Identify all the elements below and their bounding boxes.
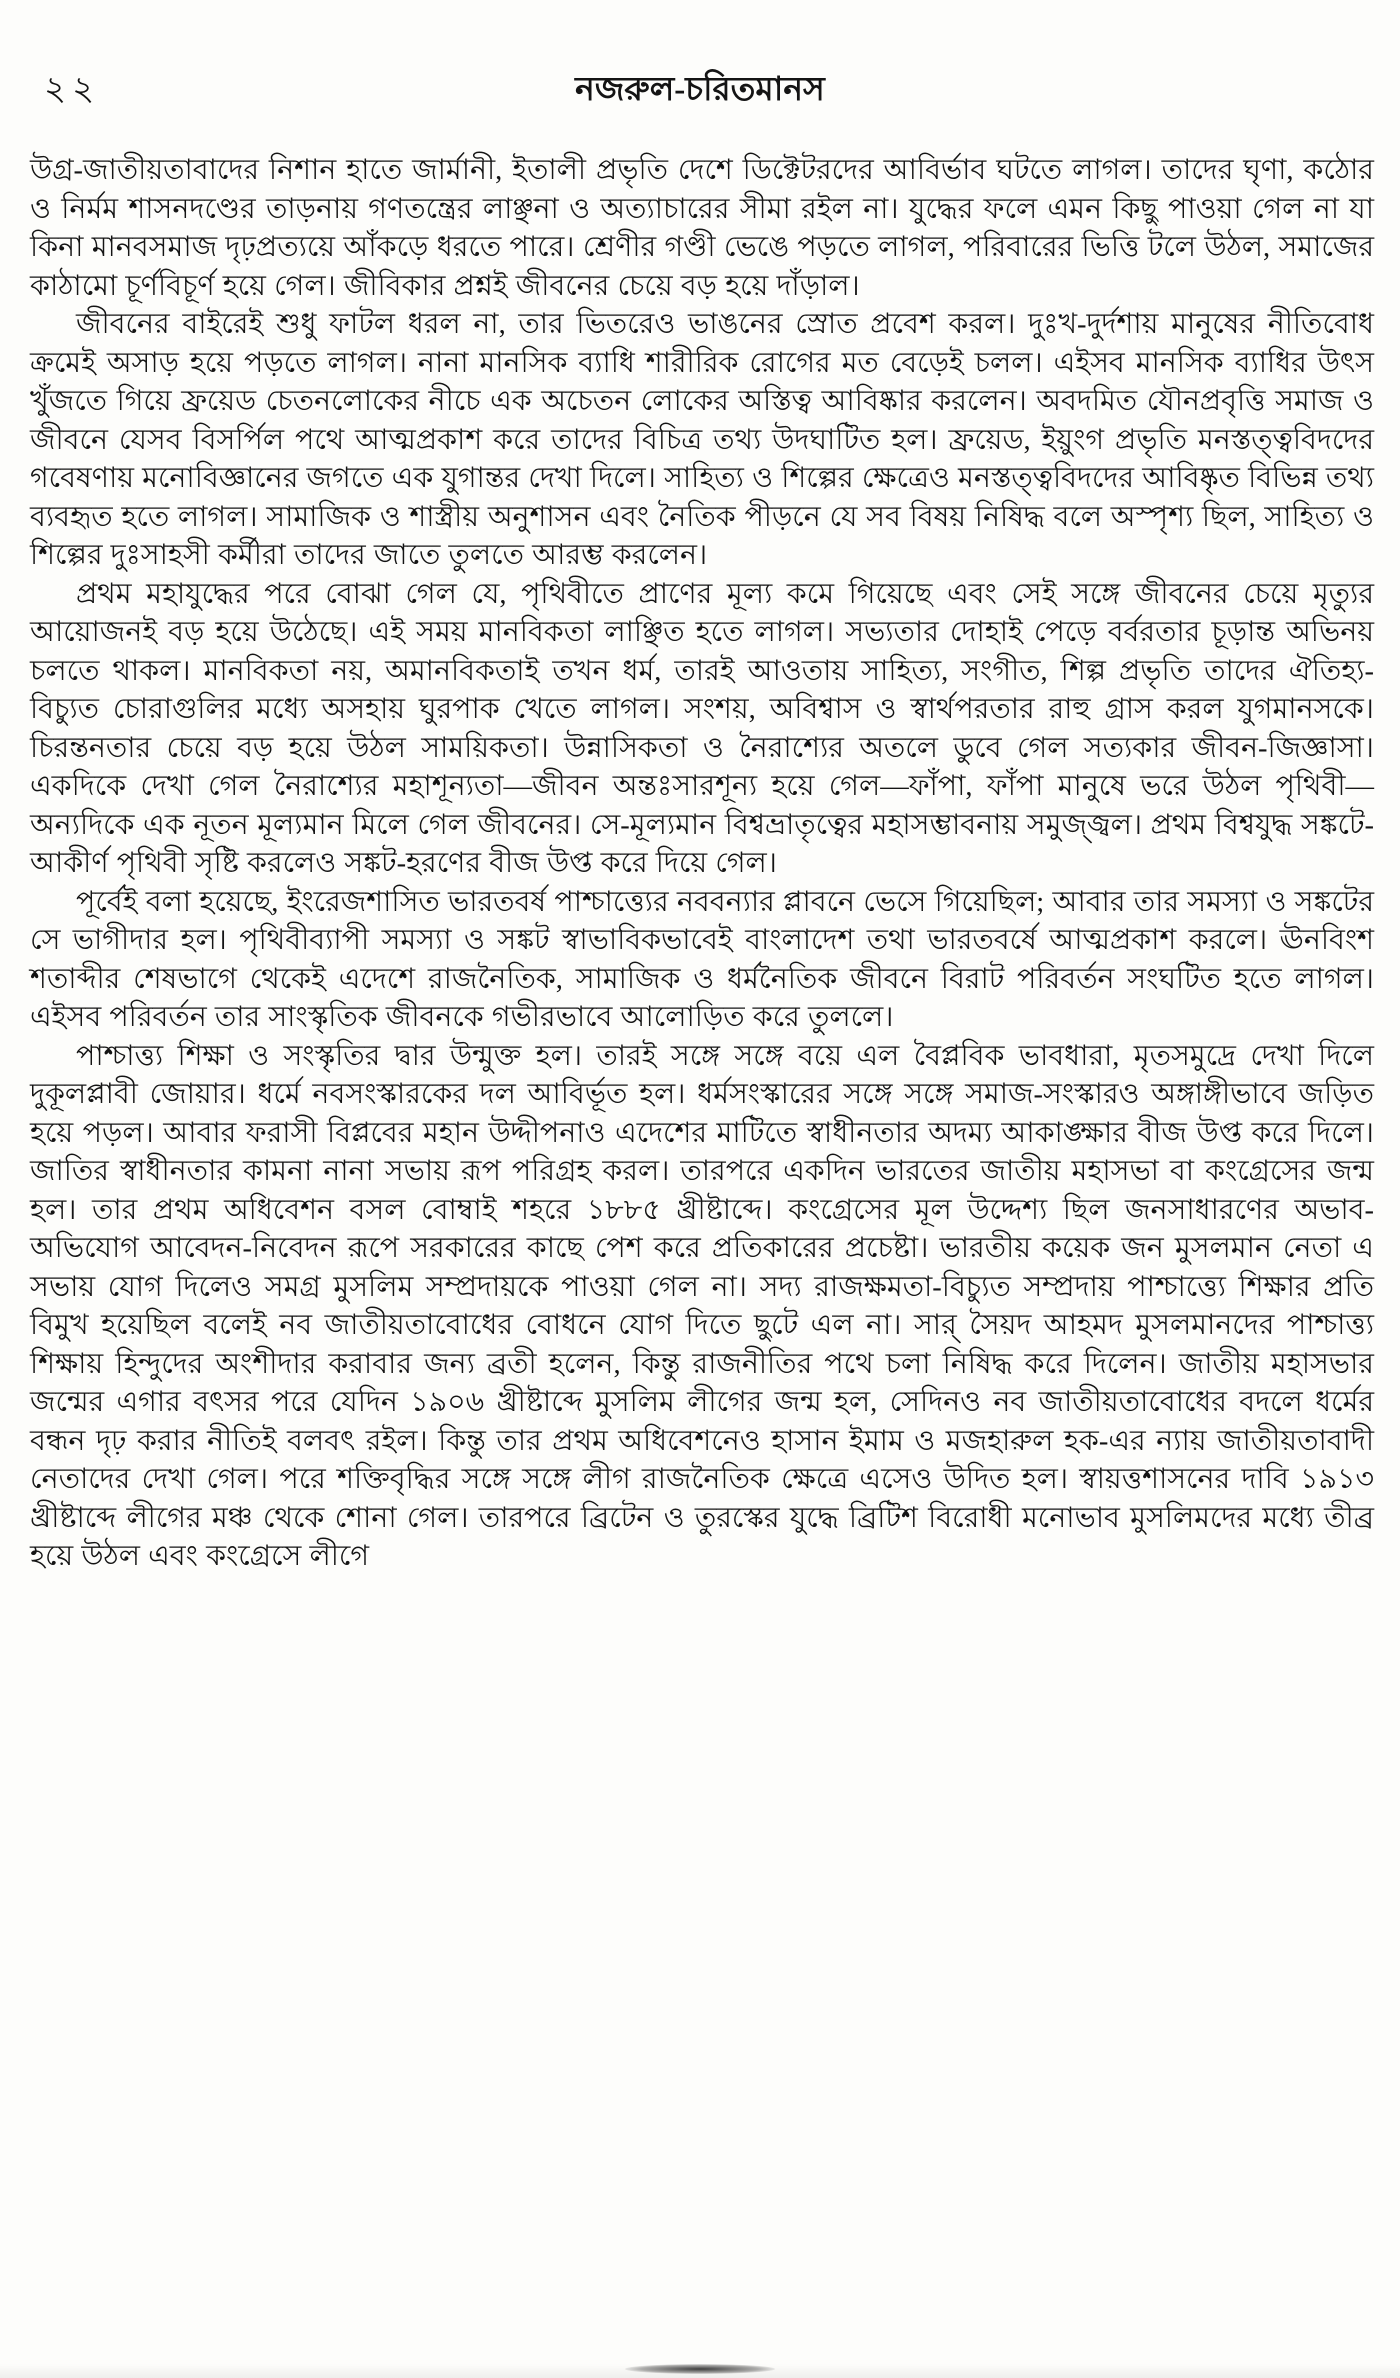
scan-artifact bbox=[625, 2364, 775, 2374]
paragraph: জীবনের বাইরেই শুধু ফাটল ধরল না, তার ভিতরেও ভাঙনের স্রোত প্রবেশ করল। দুঃখ-দুর্দশায় মানুষের নীতিবোধ ক্রমেই অসাড় হয়ে পড়তে লাগল। নানা মানসিক ব্যাধি শারীরিক রোগের মত বেড়েই চলল। এইসব মানসিক ব্যাধির উৎস খুঁজতে গিয়ে ফ্রয়েড চেতনলোকের নীচে এক অচেতন লোকের অস্তিত্ব আবিষ্কার করলেন। অবদমিত যৌনপ্রবৃত্তি সমাজ ও জীবনে যেসব বিসর্পিল পথে আত্মপ্রকাশ করে তাদের বিচিত্র তথ্য উদঘাটিত হল। ফ্রয়েড, ইয়ুংগ প্রভৃতি মনস্তত্ত্ববিদদের গবেষণায় মনোবিজ্ঞানের জগতে এক যুগান্তর দেখা দিলে। সাহিত্য ও শিল্পের ক্ষেত্রেও মনস্তত্ত্ববিদদের আবিষ্কৃত বিভিন্ন তথ্য ব্যবহৃত হতে লাগল। সামাজিক ও শাস্ত্রীয় অনুশাসন এবং নৈতিক পীড়নে যে সব বিষয় নিষিদ্ধ বলে অস্পৃশ্য ছিল, সাহিত্য ও শিল্পের দুঃসাহসী কর্মীরা তাদের জাতে তুলতে আরম্ভ করলেন। bbox=[30, 309, 1374, 571]
page-number: ২২ bbox=[44, 71, 101, 108]
page-header bbox=[0, 62, 1400, 118]
paragraph: পাশ্চাত্ত্য শিক্ষা ও সংস্কৃতির দ্বার উন্মুক্ত হল। তারই সঙ্গে সঙ্গে বয়ে এল বৈপ্লবিক ভাবধারা, মৃতসমুদ্রে দেখা দিলে দুকূলপ্লাবী জোয়ার। ধর্মে নবসংস্কারকের দল আবির্ভূত হল। ধর্মসংস্কারের সঙ্গে সঙ্গে সমাজ-সংস্কারও অঙ্গাঙ্গীভাবে জড়িত হয়ে পড়ল। আবার ফরাসী বিপ্লবের মহান উদ্দীপনাও এদেশের মাটিতে স্বাধীনতার অদম্য আকাঙ্ক্ষার বীজ উপ্ত করে দিলে। জাতির স্বাধীনতার কামনা নানা সভায় রূপ পরিগ্রহ করল। তারপরে একদিন ভারতের জাতীয় মহাসভা বা কংগ্রেসের জন্ম হল। তার প্রথম অধিবেশন বসল বোম্বাই শহরে ১৮৮৫ খ্রীষ্টাব্দে। কংগ্রেসের মূল উদ্দেশ্য ছিল জনসাধারণের অভাব-অভিযোগ আবেদন-নিবেদন রূপে সরকারের কাছে পেশ করে প্রতিকারের প্রচেষ্টা। ভারতীয় কয়েক জন মুসলমান নেতা এ সভায় যোগ দিলেও সমগ্র মুসলিম সম্প্রদায়কে পাওয়া গেল না। সদ্য রাজক্ষমতা-বিচ্যুত সম্প্রদায় পাশ্চাত্ত্যে শিক্ষার প্রতি বিমুখ হয়েছিল বলেই নব জাতীয়তাবোধের বোধনে যোগ দিতে ছুটে এল না। সার্ সৈয়দ আহমদ মুসলমানদের পাশ্চাত্ত্য শিক্ষায় হিন্দুদের অংশীদার করাবার জন্য ব্রতী হলেন, কিন্তু রাজনীতির পথে চলা নিষিদ্ধ করে দিলেন। জাতীয় মহাসভার জন্মের এগার বৎসর পরে যেদিন ১৯০৬ খ্রীষ্টাব্দে মুসলিম লীগের জন্ম হল, সেদিনও নব জাতীয়তাবোধের বদলে ধর্মের বন্ধন দৃঢ় করার নীতিই বলবৎ রইল। কিন্তু তার প্রথম অধিবেশনেও হাসান ইমাম ও মজহারুল হক-এর ন্যায় জাতীয়তাবাদী নেতাদের দেখা গেল। পরে শক্তিবৃদ্ধির সঙ্গে সঙ্গে লীগ রাজনৈতিক ক্ষেত্রে এসেও উদিত হল। স্বায়ত্তশাসনের দাবি ১৯১৩ খ্রীষ্টাব্দে লীগের মঞ্চ থেকে শোনা গেল। তারপরে ব্রিটেন ও তুরস্কের যুদ্ধে ব্রিটিশ বিরোধী মনোভাব মুসলিমদের মধ্যে তীব্র হয়ে উঠল এবং কংগ্রেসে লীগে bbox=[30, 1040, 1374, 1572]
page-title: নজরুল-চরিতমানস bbox=[575, 72, 825, 108]
body-text bbox=[0, 152, 1400, 1577]
paragraph: প্রথম মহাযুদ্ধের পরে বোঝা গেল যে, পৃথিবীতে প্রাণের মূল্য কমে গিয়েছে এবং সেই সঙ্গে জীবনের চেয়ে মৃত্যুর আয়োজনই বড় হয়ে উঠেছে। এই সময় মানবিকতা লাঞ্ছিত হতে লাগল। সভ্যতার দোহাই পেড়ে বর্বরতার চূড়ান্ত অভিনয় চলতে থাকল। মানবিকতা নয়, অমানবিকতাই তখন ধর্ম, তারই আওতায় সাহিত্য, সংগীত, শিল্প প্রভৃতি তাদের ঐতিহ্য-বিচ্যুত চোরাগুলির মধ্যে অসহায় ঘুরপাক খেতে লাগল। সংশয়, অবিশ্বাস ও স্বার্থপরতার রাহু গ্রাস করল যুগমানসকে। চিরন্তনতার চেয়ে বড় হয়ে উঠল সাময়িকতা। উন্নাসিকতা ও নৈরাশ্যের অতলে ডুবে গেল সত্যকার জীবন-জিজ্ঞাসা। একদিকে দেখা গেল নৈরাশ্যের মহাশূন্যতা—জীবন অন্তঃসারশূন্য হয়ে গেল—ফাঁপা, ফাঁপা মানুষে ভরে উঠল পৃথিবী—অন্যদিকে এক নূতন মূল্যমান মিলে গেল জীবনের। সে-মূল্যমান বিশ্বভ্রাতৃত্বের মহাসম্ভাবনায় সমুজ্জ্বল। প্রথম বিশ্বযুদ্ধ সঙ্কটে-আকীর্ণ পৃথিবী সৃষ্টি করলেও সঙ্কট-হরণের বীজ উপ্ত করে দিয়ে গেল। bbox=[30, 578, 1374, 879]
paragraph: পূর্বেই বলা হয়েছে, ইংরেজশাসিত ভারতবর্ষ পাশ্চাত্ত্যের নববন্যার প্লাবনে ভেসে গিয়েছিল; আবার তার সমস্যা ও সঙ্কটের সে ভাগীদার হল। পৃথিবীব্যাপী সমস্যা ও সঙ্কট স্বাভাবিকভাবেই বাংলাদেশ তথা ভারতবর্ষে আত্মপ্রকাশ করলে। ঊনবিংশ শতাব্দীর শেষভাগে থেকেই এদেশে রাজনৈতিক, সামাজিক ও ধর্মনৈতিক জীবনে বিরাট পরিবর্তন সংঘটিত হতে লাগল। এইসব পরিবর্তন তার সাংস্কৃতিক জীবনকে গভীরভাবে আলোড়িত করে তুললে। bbox=[30, 886, 1374, 1033]
paragraph: উগ্র-জাতীয়তাবাদের নিশান হাতে জার্মানী, ইতালী প্রভৃতি দেশে ডিক্টেটরদের আবির্ভাব ঘটতে লাগল। তাদের ঘৃণা, কঠোর ও নির্মম শাসনদণ্ডের তাড়নায় গণতন্ত্রের লাঞ্ছনা ও অত্যাচারের সীমা রইল না। যুদ্ধের ফলে এমন কিছু পাওয়া গেল না যা কিনা মানবসমাজ দৃঢ়প্রত্যয়ে আঁকড়ে ধরতে পারে। শ্রেণীর গণ্ডী ভেঙে পড়তে লাগল, পরিবারের ভিত্তি টলে উঠল, সমাজের কাঠামো চূর্ণবিচূর্ণ হয়ে গেল। জীবিকার প্রশ্নই জীবনের চেয়ে বড় হয়ে দাঁড়াল। bbox=[30, 155, 1374, 302]
